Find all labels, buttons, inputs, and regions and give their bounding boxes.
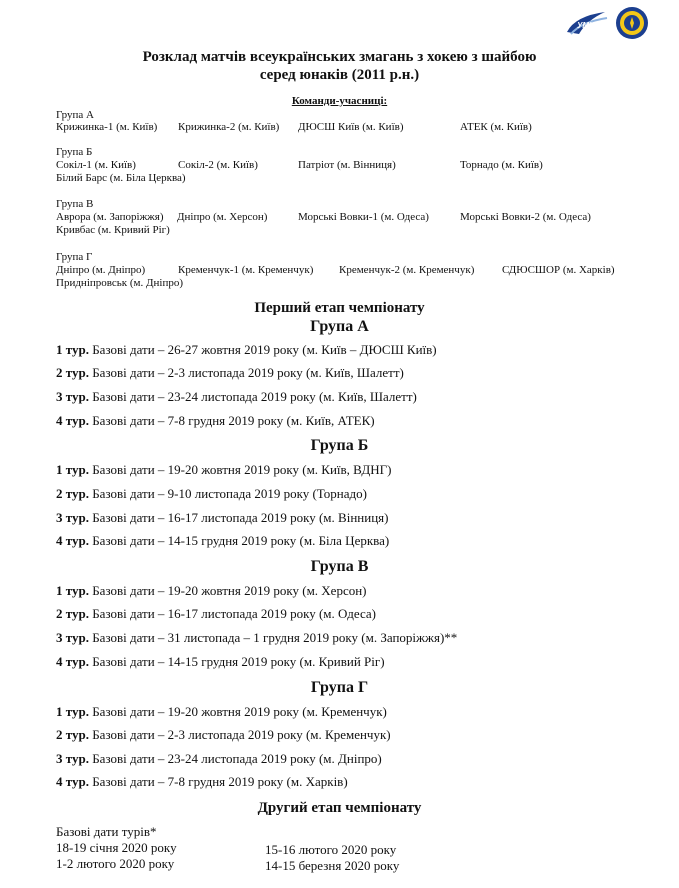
team-name: СДЮСШОР (м. Харків): [502, 264, 615, 276]
tour-line: 2 тур. Базові дати – 9-10 листопада 2019 року (Торнадо): [56, 486, 367, 501]
tour-line: 2 тур. Базові дати – 2-3 листопада 2019 року (м. Кременчук): [56, 727, 391, 742]
teams-heading: Команди-учасниці:: [291, 95, 388, 107]
tour-line: 1 тур. Базові дати – 26-27 жовтня 2019 року (м. Київ – ДЮСШ Київ): [56, 342, 437, 357]
stage2-date: 15-16 лютого 2020 року: [265, 842, 397, 857]
team-name: Морські Вовки-1 (м. Одеса): [298, 211, 429, 223]
group-a-label: Група А: [56, 109, 94, 121]
group-v-heading: Група В: [310, 558, 369, 575]
team-name: Крижинка-1 (м. Київ): [56, 121, 158, 133]
umhl-logo-icon: [565, 8, 609, 38]
tour-line: 4 тур. Базові дати – 7-8 грудня 2019 року (м. Київ, АТЕК): [56, 413, 375, 428]
tour-line: 3 тур. Базові дати – 16-17 листопада 2019 року (м. Вінниця): [56, 510, 389, 525]
federation-emblem-icon: [615, 6, 649, 40]
logos: [565, 6, 649, 40]
stage2-title: Другий етап чемпіонату: [257, 800, 422, 816]
team-name: Сокіл-2 (м. Київ): [178, 159, 258, 171]
team-name: Крижинка-2 (м. Київ): [178, 121, 280, 133]
tour-line: 1 тур. Базові дати – 19-20 жовтня 2019 року (м. Київ, ВДНГ): [56, 462, 392, 477]
team-name: Патріот (м. Вінниця): [298, 159, 396, 171]
stage1-title: Перший етап чемпіонату: [254, 300, 425, 316]
team-name: Дніпро (м. Херсон): [177, 211, 268, 223]
group-a-heading: Група А: [310, 318, 369, 335]
group-b-heading: Група Б: [310, 437, 369, 454]
base-dates-label: Базові дати турів*: [56, 824, 157, 839]
team-name: Кременчук-1 (м. Кременчук): [178, 264, 314, 276]
team-name: Білий Барс (м. Біла Церква): [56, 172, 186, 184]
group-g-label: Група Г: [56, 251, 93, 263]
team-name: Морські Вовки-2 (м. Одеса): [460, 211, 591, 223]
group-b-label: Група Б: [56, 146, 93, 158]
team-name: Кривбас (м. Кривий Ріг): [56, 224, 170, 236]
tour-line: 4 тур. Базові дати – 7-8 грудня 2019 року (м. Харків): [56, 774, 348, 789]
team-name: Торнадо (м. Київ): [460, 159, 543, 171]
tour-line: 2 тур. Базові дати – 2-3 листопада 2019 року (м. Київ, Шалетт): [56, 365, 404, 380]
team-name: Аврора (м. Запоріжжя): [56, 211, 164, 223]
svg-text:УМХЛ: УМХЛ: [577, 21, 600, 30]
document-title: Розклад матчів всеукраїнських змагань з хокею з шайбою: [142, 49, 537, 65]
team-name: Дніпро (м. Дніпро): [56, 264, 146, 276]
stage2-date: 1-2 лютого 2020 року: [56, 856, 175, 871]
tour-line: 4 тур. Базові дати – 14-15 грудня 2019 року (м. Біла Церква): [56, 533, 390, 548]
team-name: Придніпровськ (м. Дніпро): [56, 277, 183, 289]
tour-line: 2 тур. Базові дати – 16-17 листопада 2019 року (м. Одеса): [56, 606, 376, 621]
team-name: АТЕК (м. Київ): [460, 121, 532, 133]
stage2-date: 14-15 березня 2020 року: [265, 858, 400, 873]
group-v-label: Група В: [56, 198, 94, 210]
tour-line: 3 тур. Базові дати – 31 листопада – 1 грудня 2019 року (м. Запоріжжя)**: [56, 630, 458, 645]
tour-line: 3 тур. Базові дати – 23-24 листопада 2019 року (м. Дніпро): [56, 751, 382, 766]
group-g-heading: Група Г: [310, 679, 369, 696]
team-name: ДЮСШ Київ (м. Київ): [298, 121, 404, 133]
stage2-date: 18-19 січня 2020 року: [56, 840, 177, 855]
tour-line: 3 тур. Базові дати – 23-24 листопада 2019 року (м. Київ, Шалетт): [56, 389, 417, 404]
tour-line: 4 тур. Базові дати – 14-15 грудня 2019 року (м. Кривий Ріг): [56, 654, 385, 669]
document-subtitle: серед юнаків (2011 р.н.): [259, 67, 420, 83]
tour-line: 1 тур. Базові дати – 19-20 жовтня 2019 року (м. Херсон): [56, 583, 367, 598]
team-name: Сокіл-1 (м. Київ): [56, 159, 136, 171]
tour-line: 1 тур. Базові дати – 19-20 жовтня 2019 року (м. Кременчук): [56, 704, 387, 719]
team-name: Кременчук-2 (м. Кременчук): [339, 264, 475, 276]
